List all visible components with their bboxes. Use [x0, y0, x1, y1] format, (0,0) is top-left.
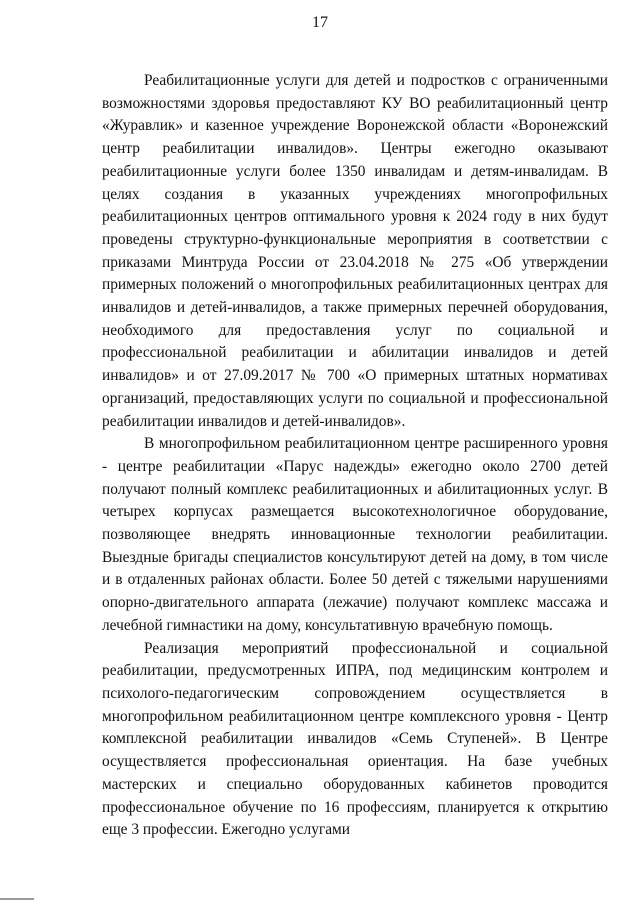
paragraph-rehab-services-children: Реабилитационные услуги для детей и подростков с ограниченными возможностями здоровья предоставляют КУ ВО реабилитационный центр «Журавлик» и казенное учреждение Воронежской области «Воронежский центр реабилитации инвалидов». Центры ежегодно оказывают реабилитационные услуги более 1350 инвалидам и детям-инвалидам. В целях создания в указанных учреждениях многопрофильных реабилитационных центров оптимального уровня к 2024 году в них будут проведены структурно-функциональные мероприятия в соответствии с приказами Минтруда России от 23.04.2018 № 275 «Об утверждении примерных положений о многопрофильных реабилитационных центрах для инвалидов и детей-инвалидов, а также примерных перечней оборудования, необходимого для предоставления услуг по социальной и профессиональной реабилитации и абилитации инвалидов и детей инвалидов» и от 27.09.2017 № 700 «О примерных штатных нормативах организаций, предоставляющих услуги по социальной и профессиональной реабилитации инвалидов и детей-инвалидов». — [102, 72, 608, 430]
paragraph-parus-nadezhdy-center: В многопрофильном реабилитационном центре расширенного уровня - центре реабилитации «Парус надежды» ежегодно около 2700 детей получают полный комплекс реабилитационных и абилитационных услуг. В четырех корпусах размещается высокотехнологичное оборудование, позволяющее внедрять инновационные технологии реабилитации. Выездные бригады специалистов консультируют детей на дому, в том числе и в отдаленных районах области. Более 50 детей с тяжелыми нарушениями опорно-двигательного аппарата (лежачие) получают комплекс массажа и лечебной гимнастики на дому, консультативную врачебную помощь. — [102, 435, 608, 634]
paragraph-sem-stupeney-center: Реализация мероприятий профессиональной и социальной реабилитации, предусмотренных ИПРА, под медицинским контролем и психолого-педагогическим сопровождением осуществляется в многопрофильном реабилитационном центре комплексного уровня - Центр комплексной реабилитации инвалидов «Семь Ступеней». В Центре осуществляется профессиональная ориентация. На базе учебных мастерских и специально оборудованных кабинетов проводится профессиональное обучение по 16 профессиям, планируется к открытию еще 3 профессии. Ежегодно услугами — [102, 639, 608, 839]
scan-edge-mark — [0, 898, 34, 900]
page-number: 17 — [312, 14, 328, 31]
document-body — [102, 70, 608, 842]
